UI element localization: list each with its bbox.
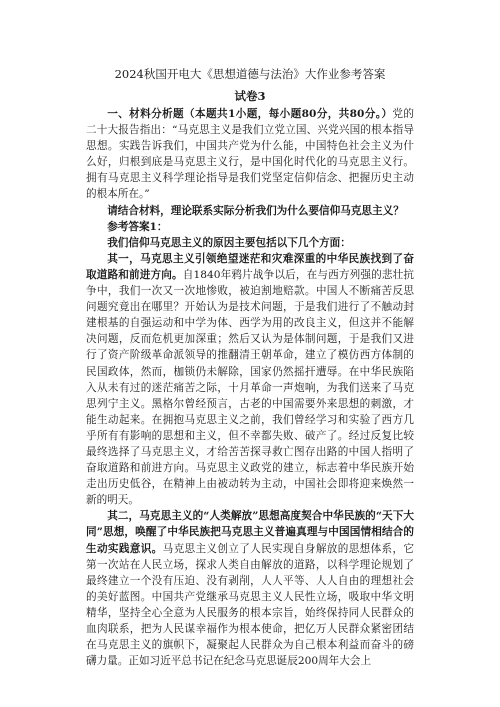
paragraph-1-body: 自1840年鸦片战争以后，在与西方列强的悲壮抗争中，我们一次又一次地惨败，被迫割地赔款。中国人不断痛苦反思问题究竟出在哪里？开始认为是技术问题，于是我们进行了不触动封建根基的自强运动和中学为体、西学为用的改良主义，但这并不能解决问题，反而危机更加深重；然后又认为是体制问题，于是我们又进行了资产阶级革命派领导的推翻清王朝革命，建立了模仿西方体制的民国政体，然而，枷锁仍未解除，国家仍然摇扞遭辱。在中华民族陷入从未有过的迷茫痛苦之际，十月革命一声炮响，为我们送来了马克思列宁主义。黑格尔曾经预言，古老的中国需要外来思想的刺激，才能生动起来。在拥抱马克思主义之前，我们曾经学习和实验了西方几乎所有有影响的思想和主义，但不幸都失败、破产了。经过反复比较最终选择了马克思主义，才给苦苦探寻救亡图存出路的中国人指明了奋取道路和前进方向。马克思主义政党的建立，标志着中华民族开始走出历史低谷，在精神上由被动转为主动，中国社会即将迎来焕然一新的明天。 [86, 268, 414, 507]
paragraph-2-heading: 其二，马克思主义的“人类解放”思想高度契合中华民族的“天下大同”思想，唤醒了中华民族把马克思主义普遍真理与中国国情相结合的生动实践意识。 [86, 510, 414, 555]
answer-paragraph-1 [86, 251, 414, 509]
exam-paper-label: 试卷3 [234, 89, 266, 103]
paragraph-2-body: 马克思主义创立了人民实现自身解放的思想体系，它第一次站在人民立场，探求人类自由解放的道路，以科学理论规划了最终建立一个没有压迫、没有剥削，人人平等、人人自由的理想社会的美好蓝图。中国共产党继承马克思主义人民性立场，吸取中华文明精华，坚持全心全意为人民服务的根本宗旨，始终保持同人民群众的血肉联系，把为人民谋幸福作为根本使命，把亿万人民群众紧密团结在马克思主义的旗帜下，凝聚起人民群众为自己根本利益而奋斗的磅礴力量。正如习近平总书记在纪念马克思诞辰200周年大会上 [86, 542, 415, 668]
question-material: 党的二十大报告指出：“马克思主义是我们立党立国、兴党兴国的根本指导思想。实践告诉我们，中国共产党为什么能，中国特色社会主义为什么好，归根到底是马克思主义行，是中国化时代化的马克思主义行。拥有马克思主义科学理论指导是我们党坚定信仰信念、把握历史主动的根本所在。” [86, 108, 414, 201]
question-heading: 一、材料分析题（本题共1小题，每小题80分，共80分。） [107, 108, 393, 120]
answer-label: 参考答案1： [107, 220, 168, 233]
answer-heading: 我们信仰马克思主义的原因主要包括以下几个方面： [107, 236, 351, 249]
document-title: 2024秋国开电大《思想道德与法治》大作业参考答案 [114, 67, 386, 81]
question-paragraph [86, 106, 414, 203]
answer-paragraph-2 [86, 508, 414, 669]
paragraph-1-heading: 其一，马克思主义引领绝望迷茫和灾难深重的中华民族找到了奋取道路和前进方向。 [86, 252, 414, 281]
question-prompt: 请结合材料，理论联系实际分析我们为什么要信仰马克思主义？ [107, 204, 404, 217]
